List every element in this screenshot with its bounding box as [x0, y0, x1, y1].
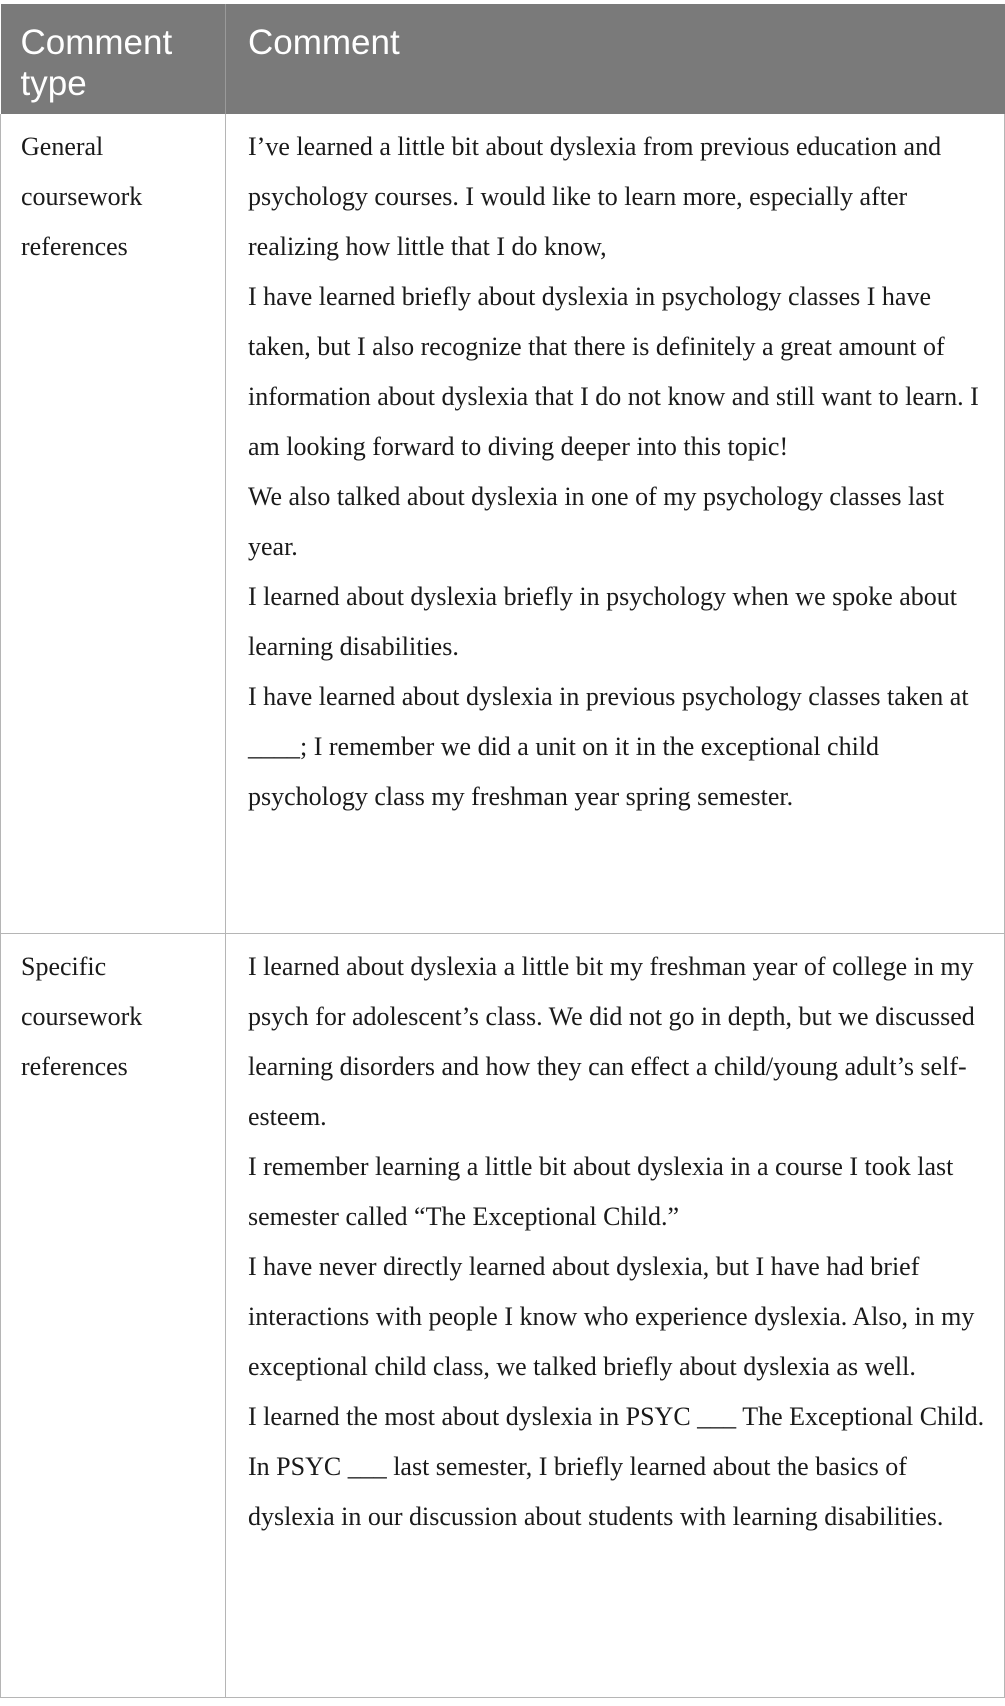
table-header-row — [1, 4, 1005, 114]
comment-type-cell — [1, 933, 226, 1697]
header-comment: Comment — [226, 4, 1005, 114]
header-comment-type — [1, 4, 226, 114]
comment-cell — [226, 933, 1005, 1697]
comment-type-label: Specific coursework references — [21, 951, 143, 1081]
header-comment-type-label: Comment type — [20, 23, 173, 103]
comment-text: I have never directly learned about dyslexia, but I have had brief interactions with people I know who experience dyslexia. Also, in my exceptional child class, we talked briefly about dyslexia as well. — [248, 1251, 975, 1381]
comment-text: I remember learning a little bit about dyslexia in a course I took last semester called “The Exceptional Child.” — [248, 1151, 954, 1231]
comment-text: I learned about dyslexia a little bit my freshman year of college in my psych for adolescent’s class. We did not go in depth, but we discussed learning disorders and how they can effect a child/young adult’s self-esteem. — [248, 951, 975, 1131]
comment-text: I have learned about dyslexia in previous psychology classes taken at ____; I remember we did a unit on it in the exceptional child psychology class my freshman year spring semester. — [248, 682, 969, 811]
comment-text: I have learned briefly about dyslexia in psychology classes I have taken, but I also recognize that there is definitely a great amount of information about dyslexia that I do not know and still want to learn. I am looking forward to diving deeper into this topic! — [248, 282, 979, 461]
comment-text: I learned the most about dyslexia in PSYC ___ The Exceptional Child. — [248, 1401, 985, 1431]
comment-text: We also talked about dyslexia in one of my psychology classes last year. — [248, 482, 945, 561]
comment-text: I’ve learned a little bit about dyslexia from previous education and psychology courses. I would like to learn more, especially after realizing how little that I do know, — [248, 132, 942, 261]
comments-table — [0, 4, 1005, 1698]
comment-type-cell — [1, 114, 226, 933]
comment-text: I learned about dyslexia briefly in psychology when we spoke about learning disabilities. — [248, 582, 958, 661]
comment-type-label: General coursework references — [21, 132, 143, 261]
table-row — [1, 933, 1005, 1697]
comment-cell — [226, 114, 1005, 933]
table-row — [1, 114, 1005, 933]
comment-text: In PSYC ___ last semester, I briefly learned about the basics of dyslexia in our discussion about students with learning disabilities. — [248, 1451, 944, 1531]
